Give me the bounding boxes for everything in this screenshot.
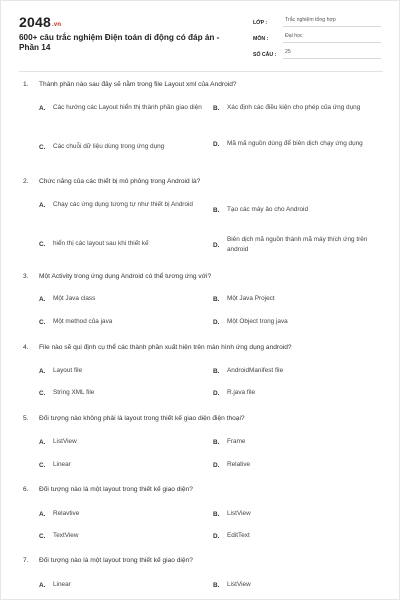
site-logo[interactable] [19,14,61,30]
option-a[interactable] [39,103,204,113]
option-letter: D. [213,532,220,540]
option-letter: B. [213,438,220,446]
option-text: Layout file [53,367,83,374]
option-letter: B. [213,581,220,589]
option-c[interactable] [39,317,204,327]
option-letter: A. [39,201,46,209]
option-letter: A. [39,104,46,112]
option-text: Xác định các điều kiện cho phép của ứng dụng [227,104,361,111]
question-label: File nào sẽ qui định cụ thể các thành phần xuất hiện trên màn hình ứng dụng android? [39,344,292,351]
option-letter: D. [213,140,220,148]
question-text [23,557,193,564]
option-text: Các chuỗi dữ liệu dùng trong ứng dụng [53,143,165,150]
option-text: Một Java class [53,295,96,302]
option-letter: B. [213,206,220,214]
option-text: ListView [227,581,251,588]
question-number: 7. [23,557,29,564]
option-text: Linear [53,461,71,468]
option-b[interactable] [213,366,378,376]
option-d[interactable] [213,531,378,541]
option-a[interactable] [39,366,204,376]
option-text: R.java file [227,389,256,396]
option-letter: C. [39,318,46,326]
option-c[interactable] [39,142,204,152]
option-b[interactable] [213,294,378,304]
option-letter: B. [213,367,220,375]
question-number: 6. [23,486,29,493]
question-number: 3. [23,273,29,280]
question-number: 4. [23,344,29,351]
question-number: 5. [23,415,29,422]
option-text: Tạo các máy ảo cho Android [227,206,308,213]
option-d[interactable] [213,139,378,149]
question-label: Thành phần nào sau đây sẽ nằm trong file Layout xml của Android? [39,81,237,88]
option-text: EditText [227,532,250,539]
option-a[interactable] [39,437,204,447]
option-letter: D. [213,389,220,397]
option-letter: D. [213,241,220,249]
meta-label: LỚP : [253,20,268,26]
meta-value: Trắc nghiệm tổng hợp [283,16,381,27]
option-letter: A. [39,581,46,589]
option-text: ListView [53,438,77,445]
option-letter: D. [213,318,220,326]
option-letter: C. [39,240,46,248]
option-letter: B. [213,104,220,112]
question-text [23,415,245,422]
option-letter: B. [213,510,220,518]
question-text [23,81,237,88]
option-text: Biên dịch mã nguồn thành mã máy thích ứng trên android [227,236,368,253]
option-d[interactable] [213,388,378,398]
question-label: Đối tượng nào không phải là layout trong thiết kế giao diện điện thoại? [39,415,245,422]
option-text: Một method của java [53,318,113,325]
question-text [23,486,193,493]
option-b[interactable] [213,509,378,519]
question-text [23,178,200,185]
option-letter: C. [39,143,46,151]
option-text: Một Object trong java [227,318,288,325]
question-label: Một Activity trong ứng dụng Android có thể tương ứng với? [39,273,212,280]
option-c[interactable] [39,239,204,249]
meta-value: Đại học [283,32,381,43]
question-text [23,344,292,351]
option-d[interactable] [213,235,378,255]
option-text: Relative [227,461,251,468]
option-c[interactable] [39,388,204,398]
document-meta [253,13,381,61]
question-label: Đối tượng nào là một layout trong thiết kế giao diện? [39,486,193,493]
question-number: 1. [23,81,29,88]
meta-subject [253,29,381,43]
option-a[interactable] [39,580,204,590]
option-letter: A. [39,438,46,446]
option-text: Linear [53,581,71,588]
option-text: Một Java Project [227,295,275,302]
option-d[interactable] [213,460,378,470]
document-title: 600+ câu trắc nghiệm Điện toán di động có đáp án - Phần 14 [19,33,220,52]
logo-main: 2048 [19,14,51,30]
option-letter: B. [213,295,220,303]
option-c[interactable] [39,531,204,541]
option-letter: A. [39,510,46,518]
option-text: Các hướng các Layout hiển thị thành phần giao diện [53,104,202,111]
meta-label: MÔN : [253,36,269,42]
option-a[interactable] [39,200,204,210]
option-letter: D. [213,461,220,469]
option-a[interactable] [39,509,204,519]
meta-question-count [253,45,381,59]
option-letter: C. [39,461,46,469]
option-text: Frame [227,438,246,445]
meta-label: SỐ CÂU : [253,52,277,58]
option-letter: C. [39,389,46,397]
option-letter: C. [39,532,46,540]
option-text: Relavtive [53,510,80,517]
option-text: Mã mã nguồn dùng để biên dịch chạy ứng dụng [227,140,363,147]
option-d[interactable] [213,317,378,327]
option-b[interactable] [213,103,378,113]
option-text: hiển thị các layout sau khi thiết kế [53,240,149,247]
option-c[interactable] [39,460,204,470]
header-divider [19,71,383,72]
option-text: String XML file [53,389,95,396]
document-header [1,1,400,69]
option-text: AndroidManifest file [227,367,284,374]
meta-class [253,13,381,27]
option-b[interactable] [213,580,378,590]
meta-value: 25 [283,48,381,59]
option-text: TextView [53,532,79,539]
question-label: Chức năng của các thiết bị mô phỏng trong Android là? [39,178,201,185]
option-text: ListView [227,510,251,517]
question-text [23,273,211,280]
option-b[interactable] [213,437,378,447]
option-text: Chạy các ứng dụng tương tự như thiết bị Android [53,201,193,208]
option-letter: A. [39,367,46,375]
option-b[interactable] [213,205,378,215]
question-label: Đối tượng nào là một layout trong thiết kế giao diện? [39,557,193,564]
question-number: 2. [23,178,29,185]
option-letter: A. [39,295,46,303]
logo-domain: .vn [51,22,62,28]
option-a[interactable] [39,294,204,304]
